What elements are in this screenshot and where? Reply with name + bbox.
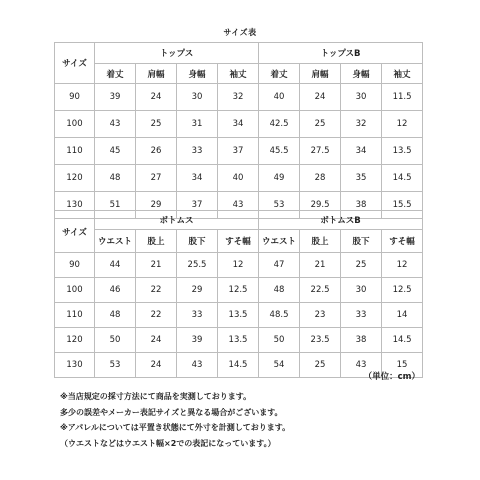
measurement-cell: 51: [95, 192, 136, 219]
measurement-cell: 39: [177, 328, 218, 353]
column-header: ウエスト: [95, 230, 136, 253]
table-row: [55, 278, 423, 303]
measurement-cell: 34: [177, 165, 218, 192]
measurement-cell: 12.5: [218, 278, 259, 303]
measurement-cell: 22.5: [300, 278, 341, 303]
measurement-cell: 43: [218, 192, 259, 219]
measurement-cell: 27: [136, 165, 177, 192]
measurement-cell: 30: [177, 84, 218, 111]
measurement-cell: 14.5: [382, 328, 423, 353]
measurement-cell: 39: [95, 84, 136, 111]
column-header: 着丈: [95, 64, 136, 84]
measurement-cell: 14: [382, 303, 423, 328]
measurement-cell: 53: [259, 192, 300, 219]
measurement-cell: 24: [300, 84, 341, 111]
table-row: [55, 138, 423, 165]
measurement-cell: 12: [218, 253, 259, 278]
column-header: 股上: [300, 230, 341, 253]
size-cell: 90: [55, 253, 95, 278]
measurement-cell: 50: [95, 328, 136, 353]
measurement-cell: 28: [300, 165, 341, 192]
measurement-cell: 34: [218, 111, 259, 138]
measurement-cell: 33: [177, 138, 218, 165]
measurement-cell: 12: [382, 111, 423, 138]
measurement-cell: 15: [382, 353, 423, 378]
measurement-cell: 47: [259, 253, 300, 278]
measurement-cell: 25: [341, 253, 382, 278]
size-header: サイズ: [55, 211, 95, 253]
measurement-cell: 48: [95, 303, 136, 328]
measurement-cell: 14.5: [218, 353, 259, 378]
measurement-cell: 21: [136, 253, 177, 278]
column-header: すそ幅: [218, 230, 259, 253]
measurement-cell: 45: [95, 138, 136, 165]
table-row: [55, 253, 423, 278]
measurement-cell: 53: [95, 353, 136, 378]
note-line: ※当店規定の採寸方法にて商品を実測しております。: [60, 392, 252, 401]
note-line: ※アパレルについては平置き状態にて外寸を計測しております。: [60, 423, 291, 432]
measurement-cell: 30: [341, 84, 382, 111]
measurement-cell: 34: [341, 138, 382, 165]
column-header: 袖丈: [218, 64, 259, 84]
measurement-cell: 43: [177, 353, 218, 378]
group-header-tops: トップス: [95, 43, 259, 64]
measurement-cell: 37: [218, 138, 259, 165]
unit-label: （単位：cm）: [363, 372, 420, 382]
table-row: [55, 111, 423, 138]
column-header: 肩幅: [300, 64, 341, 84]
column-header: 身幅: [341, 64, 382, 84]
column-header: 股上: [136, 230, 177, 253]
measurement-cell: 24: [136, 353, 177, 378]
measurement-cell: 29: [177, 278, 218, 303]
size-cell: 100: [55, 278, 95, 303]
bottoms-size-table: [54, 210, 423, 378]
bottoms-table-body: [55, 253, 423, 378]
measurement-cell: 12: [382, 253, 423, 278]
measurement-cell: 50: [259, 328, 300, 353]
measurement-cell: 12.5: [382, 278, 423, 303]
tops-size-table: [54, 42, 423, 219]
table-row: [55, 165, 423, 192]
size-cell: 90: [55, 84, 95, 111]
measurement-cell: 54: [259, 353, 300, 378]
size-header: サイズ: [55, 43, 95, 84]
measurement-cell: 11.5: [382, 84, 423, 111]
measurement-cell: 24: [136, 84, 177, 111]
column-header: 股下: [341, 230, 382, 253]
note-line: （ウエストなどはウエスト幅×2での表記になっています。）: [60, 438, 276, 448]
measurement-cell: 35: [341, 165, 382, 192]
measurement-cell: 15.5: [382, 192, 423, 219]
notes: [60, 389, 290, 451]
note-line: 多少の誤差やメーカー表記サイズと異なる場合がございます。: [60, 407, 283, 417]
measurement-cell: 13.5: [382, 138, 423, 165]
column-header: 肩幅: [136, 64, 177, 84]
measurement-cell: 22: [136, 278, 177, 303]
size-cell: 130: [55, 192, 95, 219]
measurement-cell: 48: [259, 278, 300, 303]
measurement-cell: 40: [259, 84, 300, 111]
measurement-cell: 25.5: [177, 253, 218, 278]
measurement-cell: 37: [177, 192, 218, 219]
measurement-cell: 13.5: [218, 303, 259, 328]
measurement-cell: 32: [341, 111, 382, 138]
measurement-cell: 49: [259, 165, 300, 192]
measurement-cell: 13.5: [218, 328, 259, 353]
measurement-cell: 48: [95, 165, 136, 192]
column-header: 身幅: [177, 64, 218, 84]
measurement-cell: 23: [300, 303, 341, 328]
size-cell: 130: [55, 353, 95, 378]
column-header: 股下: [177, 230, 218, 253]
measurement-cell: 38: [341, 328, 382, 353]
measurement-cell: 27.5: [300, 138, 341, 165]
measurement-cell: 30: [341, 278, 382, 303]
measurement-cell: 43: [341, 353, 382, 378]
measurement-cell: 44: [95, 253, 136, 278]
measurement-cell: 25: [136, 111, 177, 138]
table-row: [55, 84, 423, 111]
measurement-cell: 32: [218, 84, 259, 111]
group-header-tops-b: トップスB: [259, 43, 423, 64]
column-header: 袖丈: [382, 64, 423, 84]
measurement-cell: 26: [136, 138, 177, 165]
size-cell: 120: [55, 328, 95, 353]
size-cell: 100: [55, 111, 95, 138]
measurement-cell: 33: [177, 303, 218, 328]
measurement-cell: 45.5: [259, 138, 300, 165]
size-cell: 110: [55, 303, 95, 328]
measurement-cell: 33: [341, 303, 382, 328]
page-title: サイズ表: [223, 28, 257, 37]
table-row: [55, 303, 423, 328]
measurement-cell: 31: [177, 111, 218, 138]
measurement-cell: 25: [300, 111, 341, 138]
measurement-cell: 29: [136, 192, 177, 219]
group-header-bottoms: ボトムス: [95, 211, 259, 230]
measurement-cell: 14.5: [382, 165, 423, 192]
measurement-cell: 43: [95, 111, 136, 138]
size-cell: 120: [55, 165, 95, 192]
table-row: [55, 328, 423, 353]
column-header: ウエスト: [259, 230, 300, 253]
measurement-cell: 38: [341, 192, 382, 219]
column-header: 着丈: [259, 64, 300, 84]
measurement-cell: 24: [136, 328, 177, 353]
measurement-cell: 29.5: [300, 192, 341, 219]
measurement-cell: 21: [300, 253, 341, 278]
measurement-cell: 48.5: [259, 303, 300, 328]
measurement-cell: 42.5: [259, 111, 300, 138]
measurement-cell: 46: [95, 278, 136, 303]
group-header-bottoms-b: ボトムスB: [259, 211, 423, 230]
size-cell: 110: [55, 138, 95, 165]
measurement-cell: 25: [300, 353, 341, 378]
column-header: すそ幅: [382, 230, 423, 253]
measurement-cell: 23.5: [300, 328, 341, 353]
measurement-cell: 40: [218, 165, 259, 192]
measurement-cell: 22: [136, 303, 177, 328]
tops-table-body: [55, 84, 423, 219]
